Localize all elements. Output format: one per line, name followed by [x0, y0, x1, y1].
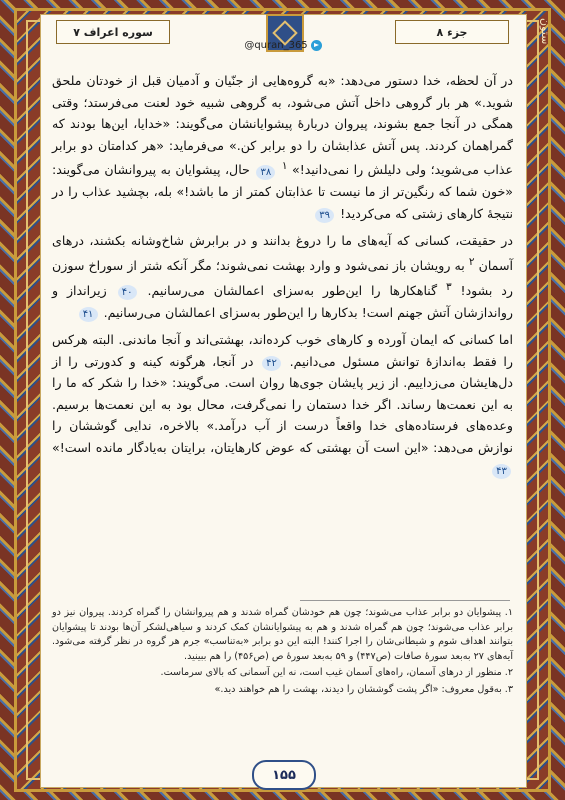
juz-label: جزء ۸: [395, 20, 509, 44]
paragraph: [52, 329, 513, 480]
paragraph-text: گناهکارها را این‌طور به‌سزای اعمالشان می‌رسانیم.: [147, 282, 438, 298]
verse-number: ۴۰: [118, 285, 137, 300]
footnote-ref: ۲: [468, 255, 475, 268]
watermark: ستون: [539, 18, 552, 45]
footnote: ۲. منظور از درهای آسمان، راه‌های آسمان غیب است، نه این آسمانی که بالای سرماست.: [160, 667, 513, 678]
surah-label: سوره اعراف ۷: [56, 20, 170, 44]
footnote-separator: [300, 600, 510, 601]
telegram-icon: [311, 40, 322, 51]
verse-number: ۳۸: [256, 165, 275, 180]
page-number: ۱۵۵: [252, 760, 316, 790]
footnotes: [52, 606, 513, 699]
verse-number: ۳۹: [315, 208, 334, 223]
footnote: ۱. پیشوایان دو برابر عذاب می‌شوند؛ چون هم خودشان گمراه شدند و هم پیروانشان را گمراه کردند. پیروان نیز دو برابر عذاب می‌شوند؛ چون هم گمراه شدند و هم به پیشوایانشان کمک کردند و سیاهی‌لشکر آن‌ها بودند تا پیشوایان بتوانند اهداف شوم و شیطانی‌شان را اجرا کنند! البته این دو برابر «به‌تناسب» جرم هر گروه در نظر گرفته می‌شود. آیه‌های ۲۷ به‌بعد سورهٔ صافات (ص۴۴۷) و ۵۹ به‌بعد سورهٔ ص (ص۴۵۶) را هم ببینید.: [52, 607, 513, 662]
paragraph-text: در آن لحظه، خدا دستور می‌دهد: «به گروه‌هایی از جنّیان و آدمیان قبل از خودتان ملحق شوید.» هر بار گروهی داخل آتش می‌شود، به گروهی شبیه خود لعنت می‌فرستد؛ وقتی همگی در آنجا جمع بشوند، پیروان دربارهٔ پیشوایانشان می‌گویند: «خدایا، این‌ها بودند که گمراهمان کردند. پس آتش عذابشان را دو برابر کن.» می‌فرماید: «هر کدامتان دو برابر عذاب می‌شوید؛ ولی دلیلش را نمی‌دانید!»: [52, 73, 513, 178]
paragraph: [52, 230, 513, 323]
footnote-ref: ۳: [445, 280, 452, 293]
paragraph-text: اما کسانی که ایمان آورده و کارهای خوب کرده‌اند، بهشتی‌اند و آنجا ماندنی. البته هرکس را فقط به‌اندازهٔ توانش مسئول می‌دانیم.: [52, 332, 513, 369]
paragraph-text: در آنجا، هرگونه کینه و کدورتی را از دل‌هایشان می‌زداییم. از زیر پایشان جوی‌ها روان است. می‌گویند: «خدا را شکر که ما را به این نعمت‌ها رساند. اگر خدا دستمان را نمی‌گرفت، محال بود به این نعمت‌ها برسیم. وعده‌های فرستاده‌های خدا واقعاً درست از آب درآمد.» بالاخره، ندایی گوششان را نوازش می‌دهد: «این است آن بهشتی که عوض کارهایتان، برایتان به‌یادگار مانده است!»: [52, 353, 513, 456]
paragraph-text: به رویشان باز نمی‌شود و وارد بهشت نمی‌شوند؛ مگر آنکه شتر از سوراخ سوزن رد بشود!: [52, 258, 513, 298]
paragraph: [52, 70, 513, 224]
paragraph-text: در حقیقت، کسانی که آیه‌های ما را دروغ بدانند و در برابرش شاخ‌وشانه بکشند، درهای آسمان: [52, 233, 514, 274]
paragraph-text: حال، پیشوایان به پیروانشان می‌گویند: «خون شما که رنگین‌تر از ما نیست تا عذابتان کمتر از ما باشد!» بله، بچشید عذاب را در نتیجهٔ کارهای زشتی که می‌کردید!: [52, 162, 513, 221]
channel-handle-text: @quran_365: [244, 39, 308, 51]
translation-body: [52, 70, 513, 590]
verse-number: ۴۲: [262, 356, 281, 371]
channel-handle[interactable]: [218, 38, 348, 52]
verse-number: ۴۳: [492, 464, 511, 479]
footnote: ۳. به‌قول معروف: «اگر پشت گوششان را دیدند، بهشت را هم خواهند دید.»: [214, 683, 513, 695]
paragraph-text: زیرانداز و روانداز‌شان آتش جهنم است! بدکارها را این‌طور به‌سزای اعمالشان می‌رسانیم.: [52, 282, 513, 320]
verse-number: ۴۱: [79, 307, 98, 322]
footnote-ref: ۱: [281, 160, 288, 173]
